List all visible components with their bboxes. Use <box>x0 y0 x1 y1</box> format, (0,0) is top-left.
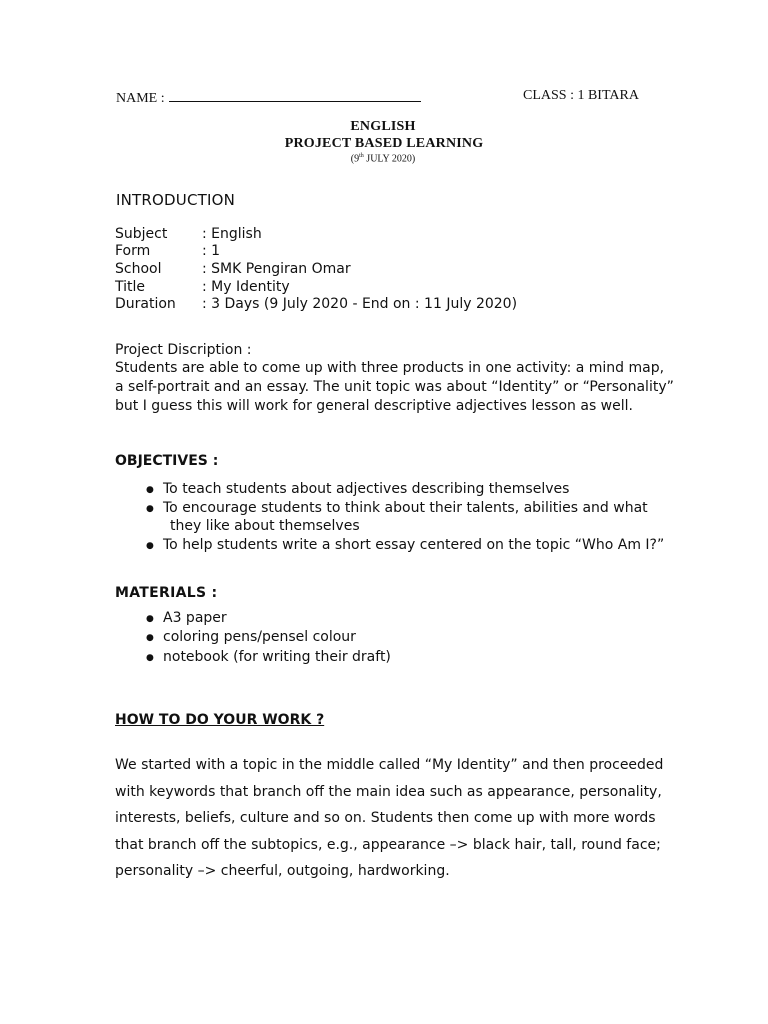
material-text: notebook (for writing their draft) <box>163 649 391 665</box>
objective-text-continued: they like about themselves <box>170 518 360 534</box>
description-line: a self-portrait and an essay. The unit topic was about “Identity” or “Personality” <box>115 379 674 395</box>
info-value: : English <box>202 226 262 242</box>
objective-text: To teach students about adjectives describing themselves <box>163 481 570 497</box>
title-date-sup: th <box>359 153 364 159</box>
objective-item <box>146 481 569 497</box>
name-blank-line <box>169 88 421 102</box>
name-label: NAME : <box>116 91 165 106</box>
info-value: : SMK Pengiran Omar <box>202 261 351 277</box>
how-line: interests, beliefs, culture and so on. Students then come up with more words <box>115 810 656 826</box>
bullet-icon: ● <box>146 633 154 643</box>
material-item <box>146 649 391 665</box>
title-subject: ENGLISH <box>350 119 416 134</box>
introduction-heading: INTRODUCTION <box>116 191 236 209</box>
material-text: A3 paper <box>163 610 227 626</box>
how-line: personality –> cheerful, outgoing, hardworking. <box>115 863 450 879</box>
material-text: coloring pens/pensel colour <box>163 629 356 645</box>
how-heading: HOW TO DO YOUR WORK ? <box>115 712 325 728</box>
bullet-icon: ● <box>146 653 154 663</box>
class-label: CLASS : 1 BITARA <box>523 88 639 103</box>
title-date <box>0 153 767 164</box>
description-label: Project Discription : <box>115 342 252 358</box>
info-value: : My Identity <box>202 279 290 295</box>
info-row-duration <box>115 296 517 312</box>
info-key: School <box>115 261 162 277</box>
objective-text: To help students write a short essay centered on the topic “Who Am I?” <box>163 537 665 553</box>
bullet-icon: ● <box>146 485 154 495</box>
info-row-school <box>115 261 351 277</box>
info-value: : 1 <box>202 243 221 259</box>
info-row-subject <box>115 226 262 242</box>
description-line: Students are able to come up with three products in one activity: a mind map, <box>115 360 665 376</box>
objectives-heading: OBJECTIVES : <box>115 453 219 469</box>
info-key: Duration <box>115 296 176 312</box>
bullet-icon: ● <box>146 541 154 551</box>
description-line: but I guess this will work for general descriptive adjectives lesson as well. <box>115 398 633 414</box>
info-key: Subject <box>115 226 168 242</box>
materials-heading: MATERIALS : <box>115 585 218 601</box>
info-row-title <box>115 279 290 295</box>
title-project: PROJECT BASED LEARNING <box>284 136 484 151</box>
info-key: Title <box>115 279 146 295</box>
bullet-icon: ● <box>146 504 154 514</box>
objective-item <box>146 537 664 553</box>
objective-text: To encourage students to think about their talents, abilities and what <box>163 500 648 516</box>
objective-item <box>146 500 648 516</box>
how-line: with keywords that branch off the main idea such as appearance, personality, <box>115 784 662 800</box>
info-value: : 3 Days (9 July 2020 - End on : 11 July 2020) <box>202 296 518 312</box>
bullet-icon: ● <box>146 614 154 624</box>
title-date-rest: JULY 2020) <box>363 153 416 165</box>
material-item <box>146 629 356 645</box>
info-row-form <box>115 243 220 259</box>
name-field <box>116 88 421 107</box>
material-item <box>146 610 227 626</box>
info-key: Form <box>115 243 151 259</box>
title-date-open: (9 <box>350 153 360 165</box>
how-line: that branch off the subtopics, e.g., appearance –> black hair, tall, round face; <box>115 837 661 853</box>
how-line: We started with a topic in the middle called “My Identity” and then proceeded <box>115 757 664 773</box>
